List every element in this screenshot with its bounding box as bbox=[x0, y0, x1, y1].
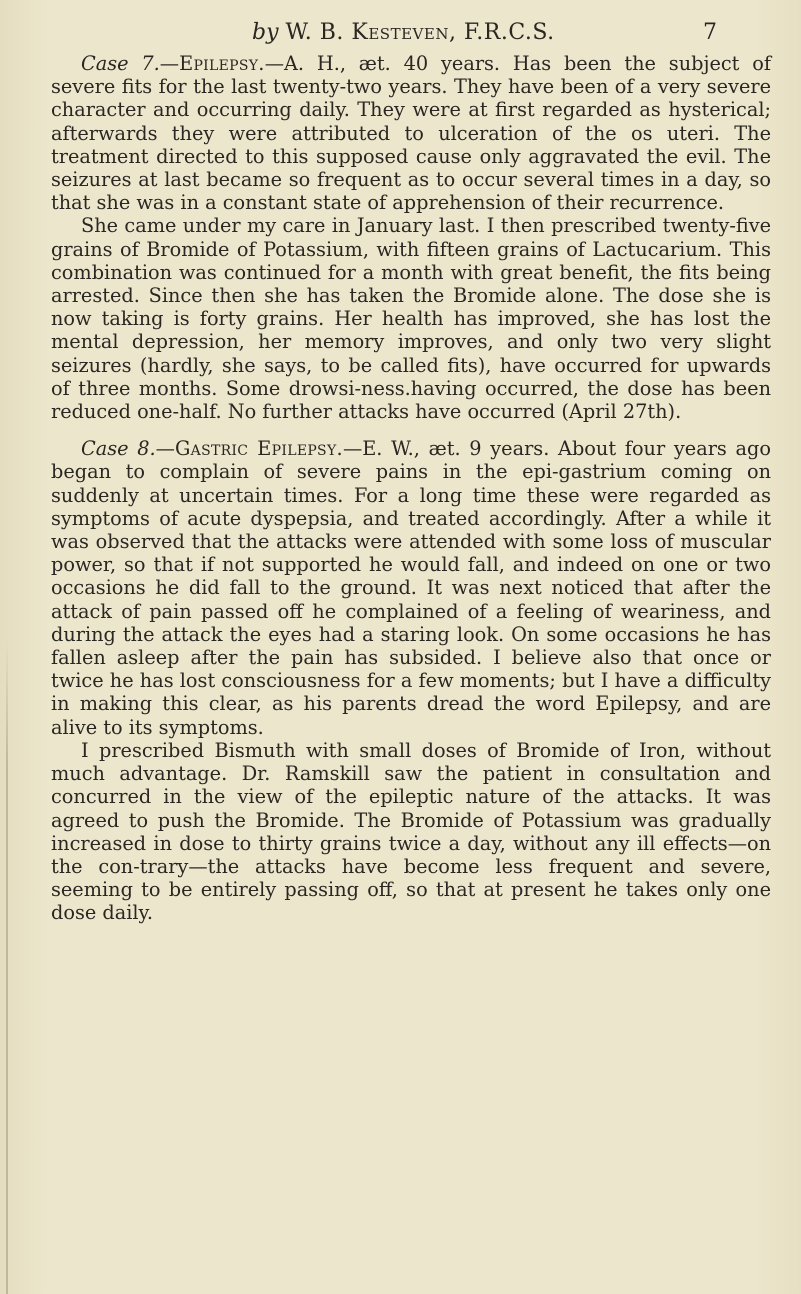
header-author-name: W. B. Kesteven, F.R.C.S. bbox=[285, 20, 555, 45]
case-7-paragraph-2: She came under my care in January last. I then prescribed twenty-five grains of Bromide of Potassium, with fifteen grains of Lactucarium. This combination was continued for a month with great benefit, the fits being arrested. Since then she has taken the Bromide alone. The dose she is now taking is forty grains. Her health has improved, she has lost the mental depression, her memory improves, and only two very slight seizures (hardly, she says, to be called fits), have occurred for upwards of three months. Some drowsi-ness.having occurred, the dose has been reduced one-half. No further attacks have occurred (April 27th). bbox=[51, 214, 771, 424]
case-8-dash: — bbox=[155, 437, 175, 461]
case-8-paragraph-1 bbox=[51, 437, 771, 739]
header-by: by bbox=[252, 20, 279, 45]
case-8-text-1: —E. W., æt. 9 years. About four years ago began to complain of severe pains in the epi-gastrium coming on suddenly at uncertain times. For a long time these were regarded as symptoms of acute dyspepsia, and treated accordingly. After a while it was observed that the attacks were attended with some loss of muscular power, so that if not supported he would fall, and indeed on one or two occasions he did fall to the ground. It was next noticed that after the attack of pain passed off he complained of a feeling of weariness, and during the attack the eyes had a staring look. On some occasions he has fallen asleep after the pain has subsided. I believe also that once or twice he has lost consciousness for a few moments; but I have a difficulty in making this clear, as his parents dread the word Epilepsy, and are alive to its symptoms. bbox=[51, 437, 771, 739]
case-8-title: Gastric Epilepsy. bbox=[174, 437, 343, 461]
case-7-dash: — bbox=[159, 52, 180, 75]
header-author bbox=[252, 20, 555, 45]
running-header bbox=[0, 20, 801, 54]
page-number: 7 bbox=[703, 20, 717, 45]
case-7-title: Epilepsy. bbox=[179, 52, 265, 75]
case-8-label: Case 8. bbox=[81, 437, 156, 461]
case-7-label: Case 7. bbox=[81, 52, 160, 75]
binding-shadow bbox=[6, 640, 8, 1294]
case-7-text-1: —A. H., æt. 40 years. Has been the subject of severe fits for the last twenty-two years. They have been of a very severe character and occurring daily. They were at first regarded as hysterical; afterwards they were attributed to ulceration of the os uteri. The treatment directed to this supposed cause only aggravated the evil. The seizures at last became so frequent as to occur several times in a day, so that she was in a constant state of apprehension of their recurrence. bbox=[51, 52, 771, 215]
case-7-paragraph-1 bbox=[51, 52, 771, 214]
case-8-paragraph-2: I prescribed Bismuth with small doses of Bromide of Iron, without much advantage. Dr. Ramskill saw the patient in consultation and concurred in the view of the epileptic nature of the attacks. It was agreed to push the Bromide. The Bromide of Potassium was gradually increased in dose to thirty grains twice a day, without any ill effects—on the con-trary—the attacks have become less frequent and severe, seeming to be entirely passing off, so that at present he takes only one dose daily. bbox=[51, 738, 771, 925]
page-body bbox=[51, 52, 771, 925]
